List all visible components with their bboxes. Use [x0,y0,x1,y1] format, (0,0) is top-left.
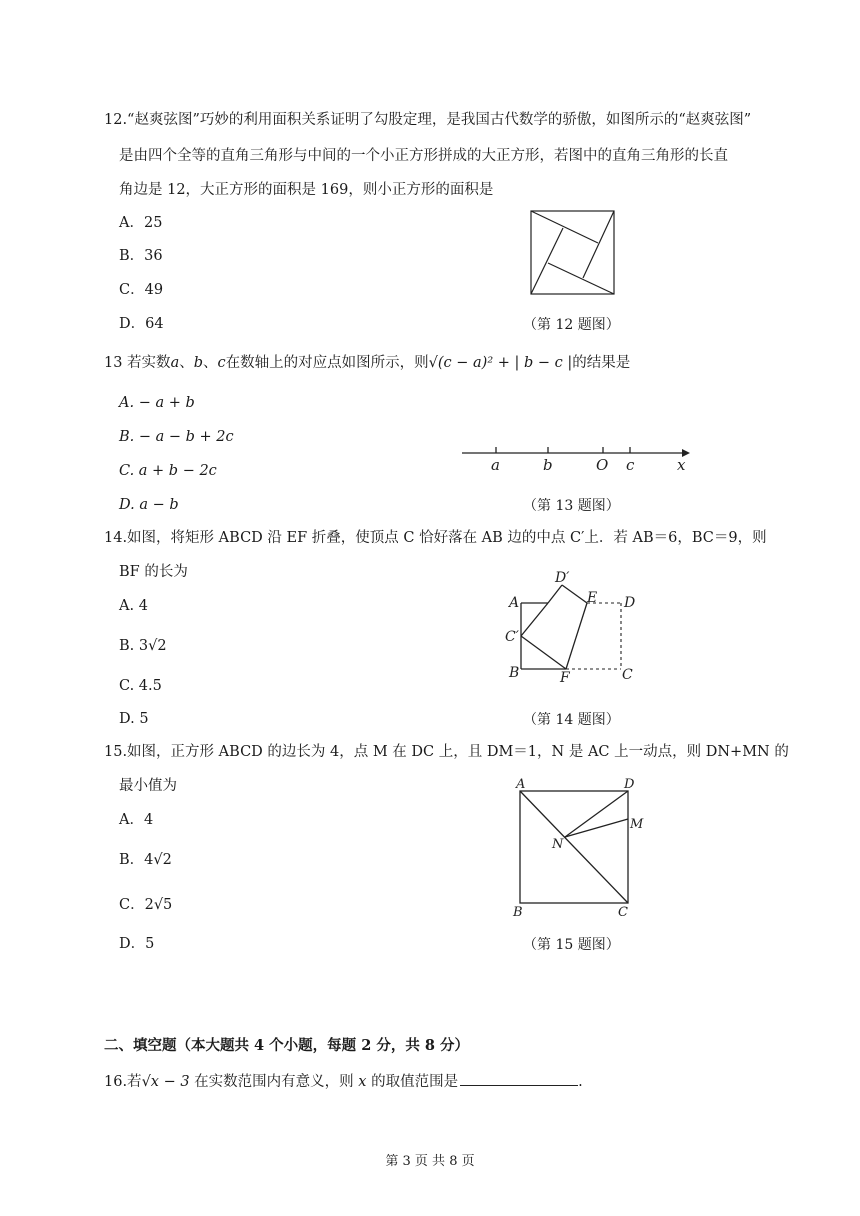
q13-option-d: D. a − b [119,497,179,513]
axis-label-a: a [491,456,500,474]
q13-var-b: b [193,355,204,371]
label-a: A [509,595,520,611]
q13-sep: 、 [203,355,218,371]
q14-stem-line1: 14.如图，将矩形 ABCD 沿 EF 折叠，使顶点 C 恰好落在 AB 边的中点 C′上．若 AB＝6，BC＝9，则 [104,530,767,546]
label-d-prime: D′ [555,570,570,586]
q16-mid: 在实数范围内有意义，则 [189,1074,359,1090]
segment-dn [565,791,628,837]
number-line-figure [458,440,693,476]
q13-caption: （第 13 题图） [523,498,620,514]
q15-option-c: C．2√5 [119,897,173,913]
segment-d1e [562,585,587,603]
q13-option-c: C. a + b − 2c [119,463,217,479]
q13-sep: 、 [179,355,194,371]
segment-mn [565,819,628,837]
segment-c1f [521,636,566,669]
segment-ef [566,603,587,669]
q12-option-c: C．49 [119,282,164,298]
q15-stem-line2: 最小值为 [119,778,177,794]
q13-stem [104,353,630,373]
q15-option-b: B．4√2 [119,852,172,868]
q16-var-x: x [358,1074,367,1090]
q16-radical: √x − 3 [141,1074,190,1090]
zhao-shuang-figure [528,208,618,298]
q16-post: 的取值范围是 [366,1074,459,1090]
q14-option-b: B. 3√2 [119,638,167,654]
label-d: D [624,777,635,792]
q16-end: . [578,1074,583,1090]
label-c-prime: C′ [505,629,519,645]
q13-var-a: a [170,355,180,371]
q12-stem-line1: 12.“赵爽弦图”巧妙的利用面积关系证明了勾股定理，是我国古代数学的骄傲，如图所示的“赵爽弦图” [104,112,752,128]
q15-stem-line1: 15.如图，正方形 ABCD 的边长为 4，点 M 在 DC 上，且 DM＝1，N 是 AC 上一动点，则 DN+MN 的 [104,744,789,760]
q15-option-a: A．4 [119,812,154,828]
triangle-leg [531,228,563,294]
triangle-leg [531,211,598,243]
label-c: C [622,667,633,683]
label-c: C [618,905,628,920]
label-f: F [560,670,570,685]
diagonal-ac [520,791,628,903]
q13-var-c: c [217,355,226,371]
q15-caption: （第 15 题图） [523,937,620,953]
fold-rectangle-figure [500,565,650,685]
big-square [531,211,614,294]
label-a: A [516,777,526,792]
label-n: N [552,837,564,852]
axis-label-c: c [626,456,635,474]
label-b: B [509,665,520,681]
q13-stem-pre: 13 若实数 [104,355,171,371]
q14-option-c: C. 4.5 [119,678,162,694]
label-e: E [587,590,598,606]
q14-option-a: A. 4 [119,598,148,614]
q14-option-d: D. 5 [119,711,149,727]
triangle-leg [583,211,614,278]
q12-stem-line2: 是由四个全等的直角三角形与中间的一个小正方形拼成的大正方形，若图中的直角三角形的长直 [119,148,728,164]
q12-option-a: A．25 [119,215,163,231]
triangle-leg [548,263,614,294]
square-abcd-figure [508,775,648,920]
q12-caption: （第 12 题图） [523,317,620,333]
q14-caption: （第 14 题图） [523,712,620,728]
q13-option-a: A. − a + b [119,395,195,411]
q12-option-b: B．36 [119,248,163,264]
axis-label-b: b [543,456,553,474]
segment-c1-to-fold [521,603,548,636]
q13-formula: √(c − a)² + | b − c | [428,355,573,371]
section-2-title: 二、填空题（本大题共 4 个小题，每题 2 分，共 8 分） [104,1037,470,1054]
q14-stem-line2: BF 的长为 [119,564,188,580]
q15-option-d: D．5 [119,936,155,952]
q13-option-b: B. − a − b + 2c [119,429,234,445]
answer-blank [460,1071,578,1086]
q12-stem-line3: 角边是 12，大正方形的面积是 169，则小正方形的面积是 [119,182,494,198]
label-b: B [513,905,523,920]
page-footer: 第 3 页 共 8 页 [385,1154,475,1169]
segment-fold-to-d1 [548,585,562,603]
label-d: D [624,595,636,611]
q13-stem-mid: 在数轴上的对应点如图所示，则 [225,355,429,371]
q12-option-d: D．64 [119,316,164,332]
axis-label-o: O [596,456,609,474]
q16-pre: 16.若 [104,1074,142,1090]
label-m: M [630,817,644,832]
q16-stem [104,1071,583,1092]
q13-stem-post: 的结果是 [572,355,631,371]
axis-label-x: x [677,456,686,474]
